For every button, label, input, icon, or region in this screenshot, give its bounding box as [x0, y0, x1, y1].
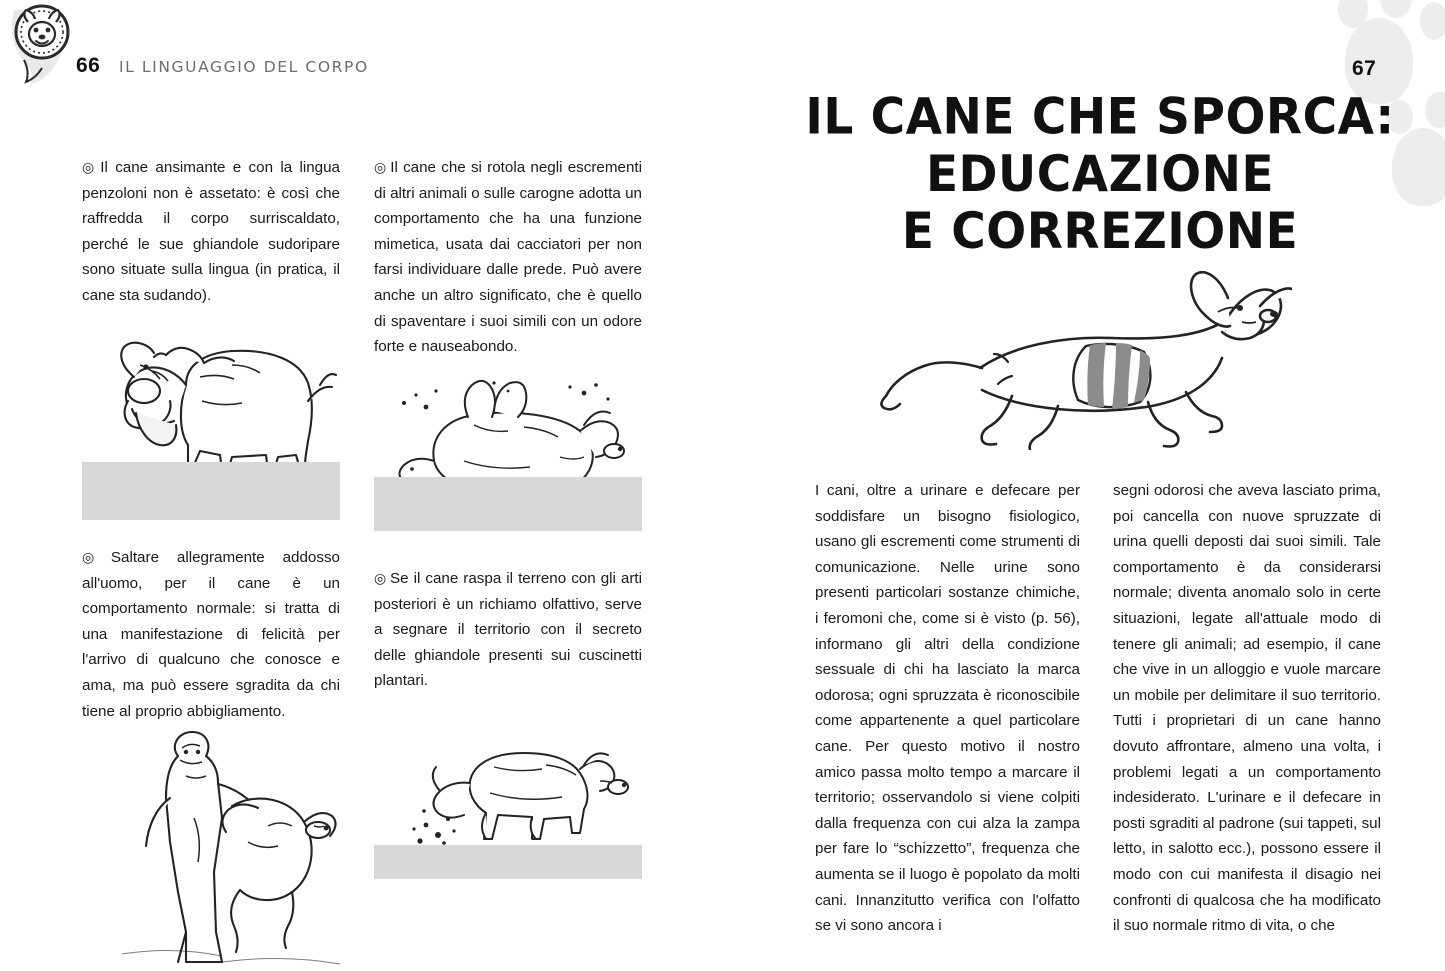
dog-panting-illustration [82, 305, 340, 520]
dog-jumping-on-man-illustration [82, 722, 340, 971]
bullet-icon: ◎ [374, 570, 388, 586]
chapter-title-line-3: E CORREZIONE [901, 202, 1299, 261]
decorative-paw-toe [1420, 2, 1445, 40]
paragraph-jumping: Saltare allegramente addosso all'uomo, per il cane è un comportamento normale: si tratta di una manifestazione di felicità per l'arrivo di qualcuno che conosce e ama, ma può essere sgradita da chi tiene al proprio abbigliamento. [82, 549, 340, 720]
chapter-title [790, 89, 1410, 261]
paragraph-panting: Il cane ansimante e con la lingua penzoloni non è assetato: è così che raffredda il corpo surriscaldato, perché le sue ghiandole sudoripare sono situate sulla lingua (in pratica, il cane sta sudando). [82, 159, 340, 304]
left-column-1-text [82, 155, 340, 313]
left-column-2-text-b [374, 566, 642, 698]
dog-scratching-ground-illustration [374, 707, 642, 879]
decorative-paw-toe [1380, 0, 1412, 18]
dog-rolling-illustration [374, 365, 642, 531]
page-number-left: 66 [76, 54, 101, 77]
paragraph-scratching: Se il cane raspa il terreno con gli arti posteriori è un richiamo olfattivo, serve a segnare il territorio con il secreto delle ghiandole presenti sui cuscinetti plantari. [374, 570, 643, 690]
paragraph-rolling: Il cane che si rotola negli escrementi di altri animali o sulle carogne adotta un comportamento che ha una funzione mimetica, usata dai cacciatori per non farsi individuare dalle prede. Può avere anche un altro significato, che è quello di spaventare i suoi simili con un odore forte e nauseabondo. [374, 159, 642, 356]
dachshund-illustration [862, 250, 1292, 450]
chapter-title-line-2: EDUCAZIONE [925, 145, 1275, 204]
bullet-icon: ◎ [82, 159, 98, 175]
left-column-2-text [374, 155, 642, 364]
right-column-1-text: I cani, oltre a urinare e defecare per soddisfare un bisogno fisiologico, usano gli escrementi come strumenti di comunicazione. Nelle urine sono presenti particolari sostanze chimiche, i feromoni che, come si è visto (p. 56), informano gli altri della condizione sessuale di chi ha lasciato la marca odorosa; ogni spruzzata è riconoscibile come appartenente a quel particolare cane. Per questo motivo il nostro amico passa molto tempo a marcare il territorio; osservandolo si viene colpiti dalla frequenza con cui alza la zampa per fare lo “schizzetto”, frequenza che aumenta se il luogo è popolato da molti cani. Innanzitutto verifica con l'olfatto se vi sono ancora i [815, 482, 1080, 935]
chapter-title-line-1: IL CANE CHE SPORCA: [805, 88, 1395, 147]
page-number-right: 67 [1352, 57, 1377, 80]
decorative-paw-toe [1425, 92, 1445, 128]
bullet-icon: ◎ [82, 549, 108, 565]
right-column-2-text: segni odorosi che aveva lasciato prima, poi cancella con nuove spruzzate di urina quelli deposti dai suoi simili. Tale comportamento è da considerarsi normale; diventa anomalo solo in certe situazioni, legate all'attuale modo di tenere gli animali; ad esempio, il cane che vive in un alloggio e vuole marcare un mobile per delimitare il suo territorio. Tutti i proprietari di un cane hanno dovuto affrontare, almeno una volta, i problemi legati a un comportamento indesiderato. L'urinare e il defecare in posti sgraditi al padrone (sui tappeti, sul letto, in salotto ecc.), possono essere il modo con cui manifesta il disagio nei confronti di qualcosa che ha modificato il suo normale ritmo di vita, o che [1113, 482, 1381, 935]
bullet-icon: ◎ [374, 159, 388, 175]
left-column-1-text-b [82, 545, 340, 728]
book-logo-dog-icon [8, 2, 82, 86]
running-head-left: IL LINGUAGGIO DEL CORPO [119, 58, 369, 76]
